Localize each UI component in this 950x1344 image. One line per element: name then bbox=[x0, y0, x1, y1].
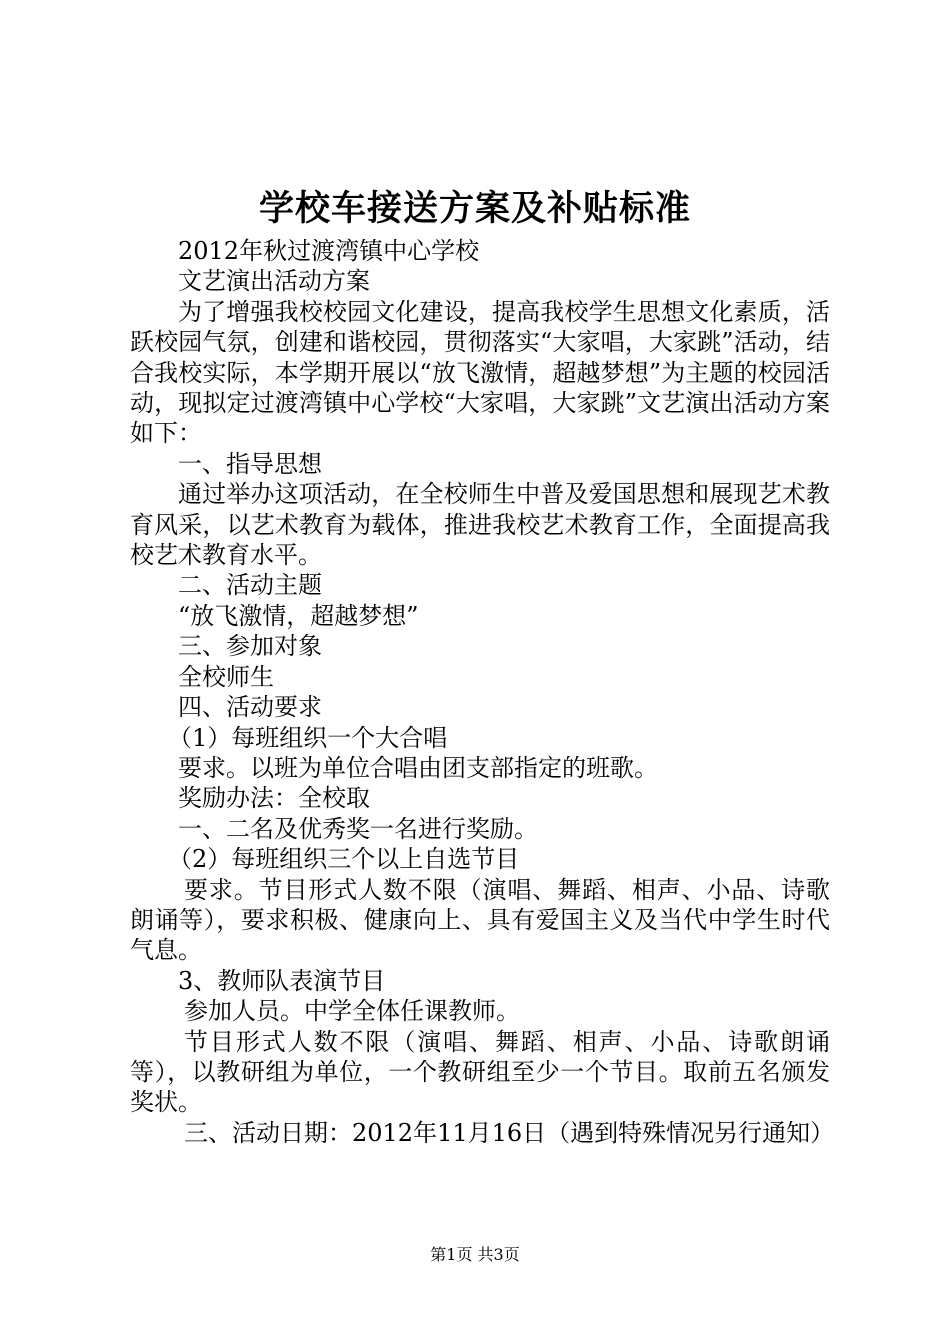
document-title: 学校车接送方案及补贴标准 bbox=[258, 188, 691, 229]
document-body bbox=[130, 236, 835, 1148]
section-heading-participants: 三、参加对象 bbox=[178, 632, 322, 661]
section-heading-guiding-idea: 一、指导思想 bbox=[178, 449, 322, 478]
school-name-line: 2012年秋过渡湾镇中心学校 bbox=[178, 237, 480, 265]
requirement-item-1-detail: 要求。以班为单位合唱由团支部指定的班歌。 bbox=[178, 753, 658, 782]
reward-method-line: 奖励办法：全校取 bbox=[178, 784, 370, 813]
guiding-idea-paragraph: 通过举办这项活动，在全校师生中普及爱国思想和展现艺术教育风采，以艺术教育为载体，推进我校艺术教育工作，全面提高我校艺术教育水平。 bbox=[130, 480, 830, 570]
section-heading-theme: 二、活动主题 bbox=[178, 571, 322, 600]
plan-title-line: 文艺演出活动方案 bbox=[178, 267, 370, 296]
requirement-item-2: （2）每班组织三个以上自选节目 bbox=[168, 845, 520, 874]
activity-date-paragraph: 三、活动日期：2012年11月16日（遇到特殊情况另行通知） bbox=[184, 1118, 835, 1147]
intro-paragraph: 为了增强我校校园文化建设，提高我校学生思想文化素质，活跃校园气氛，创建和谐校园，贯彻落实“大家唱，大家跳”活动，结合我校实际，本学期开展以“放飞激情，超越梦想”为主题的校园活动，现拟定过渡湾镇中心学校“大家唱，大家跳”文艺演出活动方案如下： bbox=[130, 297, 830, 448]
section-heading-requirements: 四、活动要求 bbox=[178, 693, 322, 722]
theme-text: “放飞激情，超越梦想” bbox=[178, 601, 419, 630]
page-number-footer: 第1页 共3页 bbox=[430, 1245, 520, 1264]
requirement-item-2-detail: 要求。节目形式人数不限（演唱、舞蹈、相声、小品、诗歌朗诵等），要求积极、健康向上、具有爱国主义及当代中学生时代气息。 bbox=[130, 875, 830, 965]
reward-detail-line: 一、二名及优秀奖一名进行奖励。 bbox=[178, 814, 538, 843]
teacher-program-heading: 3、教师队表演节目 bbox=[178, 966, 386, 995]
requirement-item-1: （1）每班组织一个大合唱 bbox=[168, 723, 448, 752]
participants-text: 全校师生 bbox=[178, 662, 274, 691]
teacher-participants-line: 参加人员。中学全体任课教师。 bbox=[184, 997, 520, 1026]
teacher-program-detail: 节目形式人数不限（演唱、舞蹈、相声、小品、诗歌朗诵等），以教研组为单位，一个教研组至少一个节目。取前五名颁发奖状。 bbox=[130, 1027, 830, 1117]
